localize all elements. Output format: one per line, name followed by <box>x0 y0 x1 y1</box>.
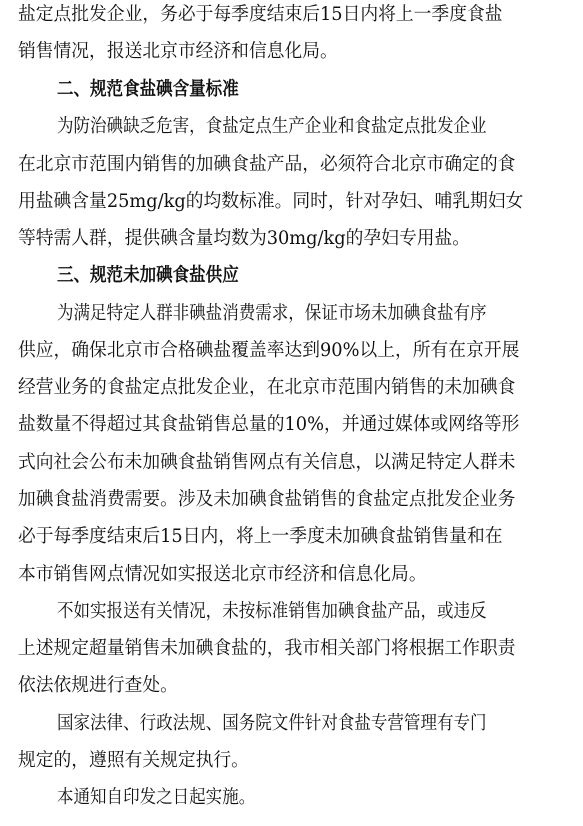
body-text-line: 用盐碘含量25mg/kg的均数标准。同时，针对孕妇、哺乳期妇女 <box>18 191 524 212</box>
body-text-line: 加碘食盐消费需要。涉及未加碘食盐销售的食盐定点批发企业务 <box>18 489 516 510</box>
body-text-line: 必于每季度结束后15日内，将上一季度未加碘食盐销售量和在 <box>18 526 503 547</box>
body-text-line: 盐定点批发企业，务必于每季度结束后15日内将上一季度食盐 <box>18 4 503 25</box>
body-text-line: 式向社会公布未加碘食盐销售网点有关信息，以满足特定人群未 <box>18 452 516 473</box>
body-text-line: 为满足特定人群非碘盐消费需求，保证市场未加碘食盐有序 <box>57 303 487 324</box>
body-text-line: 在北京市范围内销售的加碘食盐产品，必须符合北京市确定的食 <box>18 154 516 175</box>
body-text-line: 上述规定超量销售未加碘食盐的，我市相关部门将根据工作职责 <box>18 638 516 659</box>
body-text-line: 供应，确保北京市合格碘盐覆盖率达到90%以上，所有在京开展 <box>18 340 520 361</box>
body-text-line: 销售情况，报送北京市经济和信息化局。 <box>18 41 338 62</box>
body-text-line: 本通知自印发之日起实施。 <box>57 787 256 808</box>
body-text-line: 本市销售网点情况如实报送北京市经济和信息化局。 <box>18 564 427 585</box>
body-text-line: 盐数量不得超过其食盐销售总量的10%，并通过媒体或网络等形 <box>18 414 520 435</box>
section-heading-3: 三、规范未加碘食盐供应 <box>57 265 239 286</box>
section-heading-2: 二、规范食盐碘含量标准 <box>57 79 239 100</box>
body-text-line: 国家法律、行政法规、国务院文件针对食盐专营管理有专门 <box>57 713 487 734</box>
body-text-line: 等特需人群，提供碘含量均数为30mg/kg的孕妇专用盐。 <box>18 228 471 249</box>
body-text-line: 规定的，遵照有关规定执行。 <box>18 750 249 771</box>
body-text-line: 依法依规进行查处。 <box>18 675 178 696</box>
body-text-line: 经营业务的食盐定点批发企业，在北京市范围内销售的未加碘食 <box>18 377 516 398</box>
body-text-line: 为防治碘缺乏危害，食盐定点生产企业和食盐定点批发企业 <box>57 116 487 137</box>
body-text-line: 不如实报送有关情况，未按标准销售加碘食盐产品，或违反 <box>57 601 487 622</box>
